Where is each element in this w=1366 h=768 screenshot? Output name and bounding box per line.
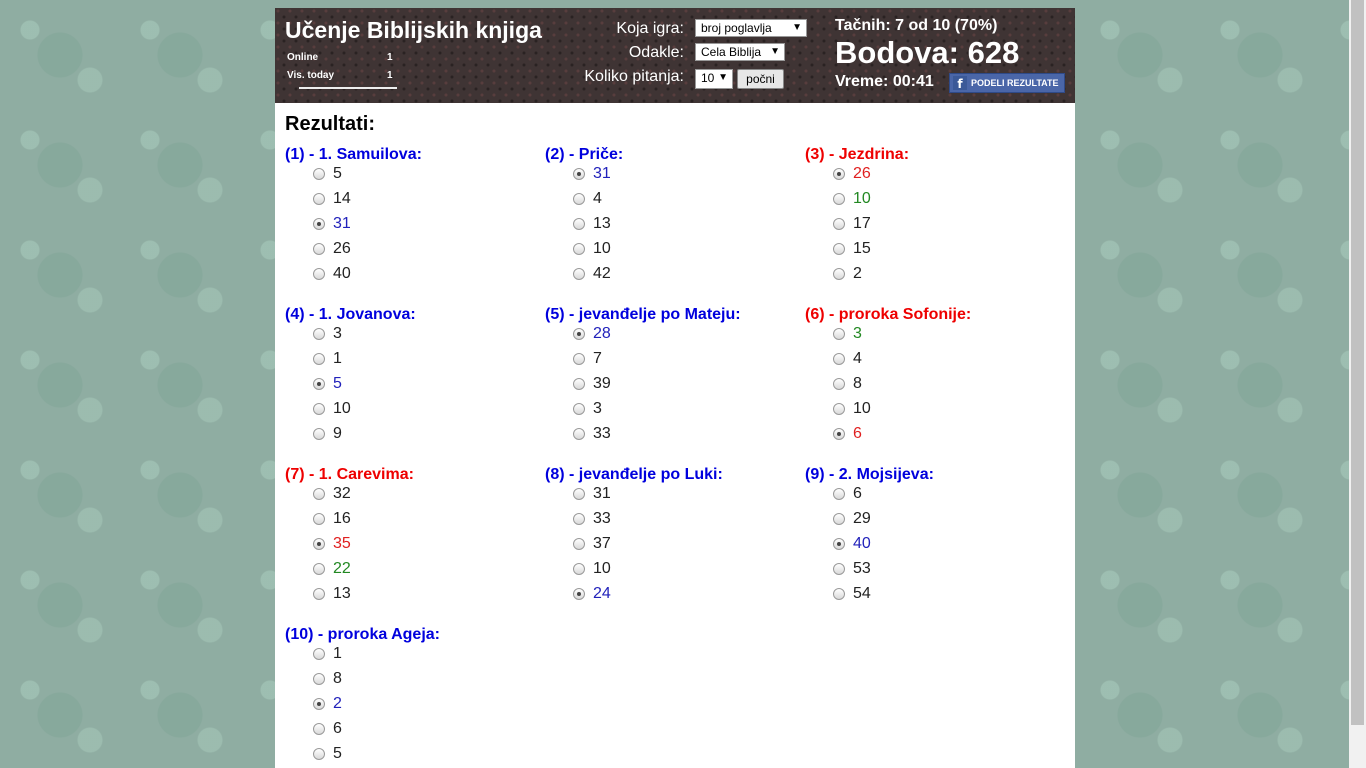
source-select[interactable] — [695, 43, 785, 61]
answer-option[interactable] — [313, 670, 473, 692]
answer-option[interactable] — [833, 485, 993, 507]
facebook-icon: f — [953, 76, 967, 90]
question-block — [805, 306, 1065, 456]
question-block — [545, 466, 805, 616]
answer-label: 54 — [853, 585, 871, 602]
answer-label: 5 — [333, 745, 342, 762]
answer-label: 28 — [593, 325, 611, 342]
question-title: (4) - 1. Jovanova: — [285, 306, 416, 323]
answer-option[interactable] — [573, 485, 733, 507]
answer-label: 5 — [333, 165, 342, 182]
answer-radio[interactable] — [833, 403, 845, 415]
answer-radio[interactable] — [573, 353, 585, 365]
answer-radio[interactable] — [573, 168, 585, 180]
question-title: (2) - Priče: — [545, 146, 624, 163]
answer-option[interactable] — [573, 165, 733, 187]
answer-radio[interactable] — [313, 378, 325, 390]
answer-option[interactable] — [833, 165, 993, 187]
page-container — [275, 8, 1075, 768]
answer-option[interactable] — [313, 400, 473, 422]
answer-radio[interactable] — [313, 698, 325, 710]
answer-radio[interactable] — [313, 723, 325, 735]
answer-label: 40 — [333, 265, 351, 282]
answer-radio[interactable] — [313, 168, 325, 180]
answer-option[interactable] — [313, 645, 473, 667]
site-title: Učenje Biblijskih knjiga — [285, 17, 542, 43]
share-results-button[interactable] — [949, 73, 1065, 93]
answer-label: 10 — [593, 240, 611, 257]
answer-radio[interactable] — [833, 563, 845, 575]
question-title: (3) - Jezdrina: — [805, 146, 910, 163]
question-block — [545, 306, 805, 456]
question-title: (9) - 2. Mojsijeva: — [805, 466, 934, 483]
answer-label: 16 — [333, 510, 351, 527]
question-count-value: 10 — [701, 71, 715, 85]
answer-radio[interactable] — [573, 488, 585, 500]
answer-option[interactable] — [833, 510, 993, 532]
answer-option[interactable] — [833, 400, 993, 422]
source-value: Cela Biblija — [701, 45, 762, 59]
stats-divider — [299, 87, 397, 89]
answer-radio[interactable] — [313, 243, 325, 255]
answer-label: 3 — [853, 325, 862, 342]
answer-radio[interactable] — [573, 403, 585, 415]
answer-option[interactable] — [573, 265, 733, 287]
share-results-label: PODELI REZULTATE — [971, 78, 1059, 88]
answer-label: 42 — [593, 265, 611, 282]
answer-option[interactable] — [833, 375, 993, 397]
question-block — [545, 146, 805, 296]
answer-option[interactable] — [833, 190, 993, 212]
answer-option[interactable] — [313, 560, 473, 582]
question-title: (6) - proroka Sofonije: — [805, 306, 972, 323]
answer-radio[interactable] — [833, 588, 845, 600]
answer-radio[interactable] — [313, 673, 325, 685]
answer-label: 4 — [853, 350, 862, 367]
answer-option[interactable] — [573, 375, 733, 397]
answer-label: 31 — [333, 215, 351, 232]
answer-option[interactable] — [313, 265, 473, 287]
answer-label: 7 — [593, 350, 602, 367]
answer-option[interactable] — [313, 325, 473, 347]
answer-label: 33 — [593, 510, 611, 527]
answer-radio[interactable] — [573, 328, 585, 340]
question-count-select[interactable] — [695, 69, 733, 89]
answer-label: 14 — [333, 190, 351, 207]
answer-label: 8 — [333, 670, 342, 687]
answer-radio[interactable] — [573, 513, 585, 525]
answer-label: 1 — [333, 350, 342, 367]
answer-option[interactable] — [573, 240, 733, 262]
answer-option[interactable] — [833, 325, 993, 347]
answer-radio[interactable] — [833, 328, 845, 340]
answer-label: 40 — [853, 535, 871, 552]
answer-option[interactable] — [573, 215, 733, 237]
answer-option[interactable] — [313, 485, 473, 507]
answer-label: 10 — [333, 400, 351, 417]
answer-option[interactable] — [833, 265, 993, 287]
question-title: (7) - 1. Carevima: — [285, 466, 414, 483]
answer-label: 10 — [593, 560, 611, 577]
answer-radio[interactable] — [313, 488, 325, 500]
question-title: (10) - proroka Ageja: — [285, 626, 440, 643]
answer-radio[interactable] — [313, 563, 325, 575]
score-correct-count: Tačnih: 7 od 10 (70%) — [835, 17, 998, 34]
answer-radio[interactable] — [573, 193, 585, 205]
question-block — [285, 466, 545, 616]
answer-radio[interactable] — [833, 428, 845, 440]
answer-radio[interactable] — [313, 193, 325, 205]
header-bar — [275, 8, 1075, 103]
answer-label: 32 — [333, 485, 351, 502]
answer-option[interactable] — [833, 535, 993, 557]
answer-option[interactable] — [573, 425, 733, 447]
answer-radio[interactable] — [833, 243, 845, 255]
answer-radio[interactable] — [833, 353, 845, 365]
answer-option[interactable] — [833, 585, 993, 607]
answer-label: 10 — [853, 190, 871, 207]
question-block — [285, 146, 545, 296]
stat-online-value: 1 — [387, 52, 393, 63]
answer-radio[interactable] — [313, 538, 325, 550]
answer-label: 3 — [593, 400, 602, 417]
answer-radio[interactable] — [573, 243, 585, 255]
answer-option[interactable] — [313, 215, 473, 237]
answer-label: 9 — [333, 425, 342, 442]
answer-radio[interactable] — [573, 538, 585, 550]
answer-option[interactable] — [573, 560, 733, 582]
answer-radio[interactable] — [833, 218, 845, 230]
dropdown-arrow-icon: ▼ — [792, 22, 802, 33]
answer-label: 37 — [593, 535, 611, 552]
answer-label: 2 — [333, 695, 342, 712]
answer-label: 5 — [333, 375, 342, 392]
answer-radio[interactable] — [833, 378, 845, 390]
answer-option[interactable] — [313, 720, 473, 742]
answer-label: 17 — [853, 215, 871, 232]
answer-option[interactable] — [573, 535, 733, 557]
answer-radio[interactable] — [573, 428, 585, 440]
stat-visits-label: Vis. today — [287, 70, 335, 81]
answer-radio[interactable] — [833, 488, 845, 500]
answer-label: 6 — [853, 485, 862, 502]
answer-label: 31 — [593, 165, 611, 182]
answer-option[interactable] — [833, 425, 993, 447]
answer-radio[interactable] — [573, 588, 585, 600]
question-title: (1) - 1. Samuilova: — [285, 146, 422, 163]
answer-radio[interactable] — [313, 513, 325, 525]
answer-option[interactable] — [573, 325, 733, 347]
answer-label: 26 — [853, 165, 871, 182]
game-type-select[interactable] — [695, 19, 807, 37]
answer-label: 1 — [333, 645, 342, 662]
answer-label: 15 — [853, 240, 871, 257]
question-title: (5) - jevanđelje po Mateju: — [545, 306, 741, 323]
answer-radio[interactable] — [573, 218, 585, 230]
answer-option[interactable] — [833, 560, 993, 582]
answer-option[interactable] — [573, 400, 733, 422]
answer-label: 8 — [853, 375, 862, 392]
answer-label: 39 — [593, 375, 611, 392]
answer-radio[interactable] — [313, 648, 325, 660]
answer-label: 24 — [593, 585, 611, 602]
answer-radio[interactable] — [573, 563, 585, 575]
answer-radio[interactable] — [313, 328, 325, 340]
game-type-value: broj poglavlja — [701, 21, 772, 35]
answer-label: 31 — [593, 485, 611, 502]
answer-label: 6 — [853, 425, 862, 442]
answer-option[interactable] — [573, 350, 733, 372]
results-heading: Rezultati: — [285, 113, 375, 135]
answer-option[interactable] — [313, 695, 473, 717]
answer-option[interactable] — [313, 745, 473, 767]
answer-option[interactable] — [313, 190, 473, 212]
answer-label: 35 — [333, 535, 351, 552]
answer-label: 53 — [853, 560, 871, 577]
stat-visits-value: 1 — [387, 70, 393, 81]
start-button[interactable]: počni — [737, 69, 784, 89]
answer-label: 26 — [333, 240, 351, 257]
scrollbar-thumb[interactable] — [1351, 0, 1364, 725]
vertical-scrollbar[interactable] — [1349, 0, 1366, 768]
dropdown-arrow-icon: ▼ — [718, 72, 728, 83]
answer-option[interactable] — [313, 585, 473, 607]
stat-online-label: Online — [287, 52, 319, 63]
answer-option[interactable] — [573, 510, 733, 532]
answer-label: 10 — [853, 400, 871, 417]
answer-option[interactable] — [313, 535, 473, 557]
answer-radio[interactable] — [313, 403, 325, 415]
score-points: Bodova: 628 — [835, 35, 1020, 70]
answer-option[interactable] — [313, 165, 473, 187]
answer-label: 2 — [853, 265, 862, 282]
answer-option[interactable] — [313, 350, 473, 372]
answer-radio[interactable] — [833, 168, 845, 180]
answer-radio[interactable] — [833, 513, 845, 525]
answer-label: 13 — [593, 215, 611, 232]
answer-option[interactable] — [833, 215, 993, 237]
source-label: Odakle: — [628, 44, 684, 61]
answer-label: 4 — [593, 190, 602, 207]
answer-option[interactable] — [313, 425, 473, 447]
game-type-label: Koja igra: — [616, 20, 684, 37]
answer-radio[interactable] — [313, 428, 325, 440]
answer-option[interactable] — [313, 240, 473, 262]
dropdown-arrow-icon: ▼ — [770, 46, 780, 57]
answer-option[interactable] — [833, 350, 993, 372]
answer-label: 33 — [593, 425, 611, 442]
question-block — [285, 626, 545, 768]
question-block — [805, 146, 1065, 296]
answer-radio[interactable] — [313, 268, 325, 280]
answer-radio[interactable] — [313, 588, 325, 600]
answer-label: 22 — [333, 560, 351, 577]
question-block — [805, 466, 1065, 616]
question-count-label: Koliko pitanja: — [584, 68, 684, 85]
answer-radio[interactable] — [313, 218, 325, 230]
answer-radio[interactable] — [313, 748, 325, 760]
answer-option[interactable] — [573, 585, 733, 607]
answer-option[interactable] — [573, 190, 733, 212]
score-time: Vreme: 00:41 — [835, 73, 934, 90]
answer-option[interactable] — [833, 240, 993, 262]
answer-option[interactable] — [313, 375, 473, 397]
answer-label: 3 — [333, 325, 342, 342]
answer-label: 6 — [333, 720, 342, 737]
question-title: (8) - jevanđelje po Luki: — [545, 466, 723, 483]
question-block — [285, 306, 545, 456]
answer-label: 29 — [853, 510, 871, 527]
answer-radio[interactable] — [833, 193, 845, 205]
answer-radio[interactable] — [833, 268, 845, 280]
answer-radio[interactable] — [313, 353, 325, 365]
answer-label: 13 — [333, 585, 351, 602]
answer-radio[interactable] — [833, 538, 845, 550]
answer-option[interactable] — [313, 510, 473, 532]
answer-radio[interactable] — [573, 268, 585, 280]
answer-radio[interactable] — [573, 378, 585, 390]
